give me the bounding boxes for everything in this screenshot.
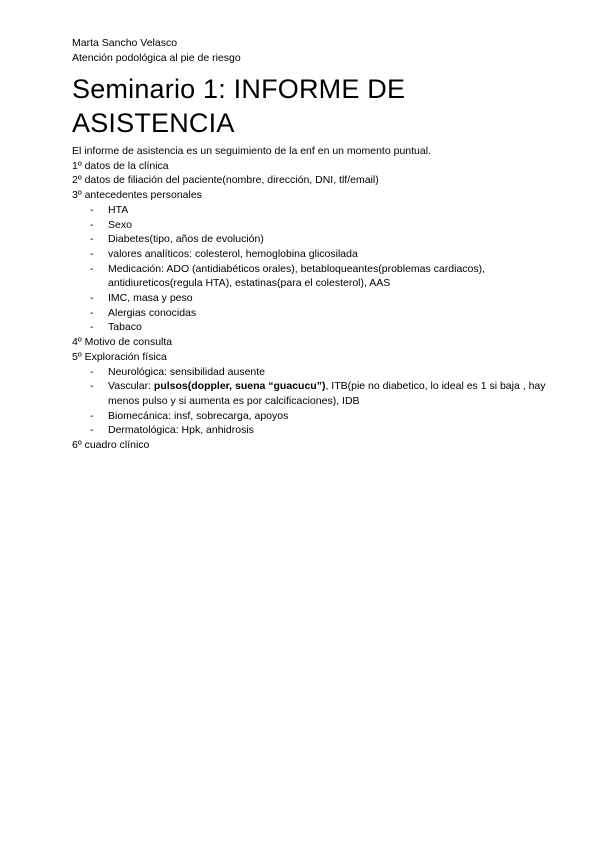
bullet-dash: - [90, 380, 94, 393]
bullet-dash: - [90, 409, 94, 422]
list-item: - Tabaco [90, 321, 142, 334]
bullet-dash: - [90, 233, 94, 246]
list-item: - IMC, masa y peso [90, 292, 193, 305]
bullet-dash: - [90, 306, 94, 319]
section-5: 5º Exploración física [72, 350, 167, 363]
bullet-dash: - [90, 321, 94, 334]
author-name: Marta Sancho Velasco [72, 37, 178, 49]
list-item: - Biomecánica: insf, sobrecarga, apoyos [90, 409, 289, 422]
list-item: - Sexo [90, 218, 132, 231]
section-1: 1º datos de la clínica [72, 159, 169, 172]
intro-text: El informe de asistencia es un seguimiento de la enf en un momento puntual. [72, 145, 431, 157]
bullet-dash: - [90, 292, 94, 305]
page-title: Seminario 1: INFORME DE ASISTENCIA [72, 74, 406, 138]
list-item: - Medicación: ADO (antidiabéticos orales), betabloqueantes(problemas cardiacos), antidiureticos(regula HTA), estatinas(para el colesterol), AAS [90, 262, 486, 290]
list-item: - valores analíticos: colesterol, hemoglobina glicosilada [90, 247, 358, 260]
section-2: 2º datos de filiación del paciente(nombre, dirección, DNI, tlf/email) [72, 174, 379, 187]
section-4: 4º Motivo de consulta [72, 336, 173, 349]
list-item: - Dermatológica: Hpk, anhidrosis [90, 424, 254, 437]
exploracion-list [72, 365, 560, 439]
antecedentes-list [72, 203, 560, 335]
course-name: Atención podológica al pie de riesgo [72, 52, 241, 64]
list-item: - Neurológica: sensibilidad ausente [90, 365, 266, 378]
vascular-bold-text: pulsos(doppler, suena “guacucu”) [153, 380, 326, 393]
bullet-dash: - [90, 203, 94, 216]
list-item: - HTA [90, 203, 129, 216]
bullet-dash: - [90, 365, 94, 378]
bullet-dash: - [90, 424, 94, 437]
bullet-dash: - [90, 218, 94, 231]
list-item: - Alergias conocidas [90, 306, 197, 319]
list-item: - Diabetes(tipo, años de evolución) [90, 233, 264, 246]
section-6: 6º cuadro clínico [72, 439, 150, 452]
bullet-dash: - [90, 262, 94, 275]
section-3: 3º antecedentes personales [72, 189, 202, 202]
list-item: - Vascular: pulsos(doppler, suena “guacucu”), ITB(pie no diabetico, lo ideal es 1 si baja , hay menos pulso y si aumenta es por calcificaciones), IDB [90, 380, 546, 407]
bullet-dash: - [90, 247, 94, 260]
